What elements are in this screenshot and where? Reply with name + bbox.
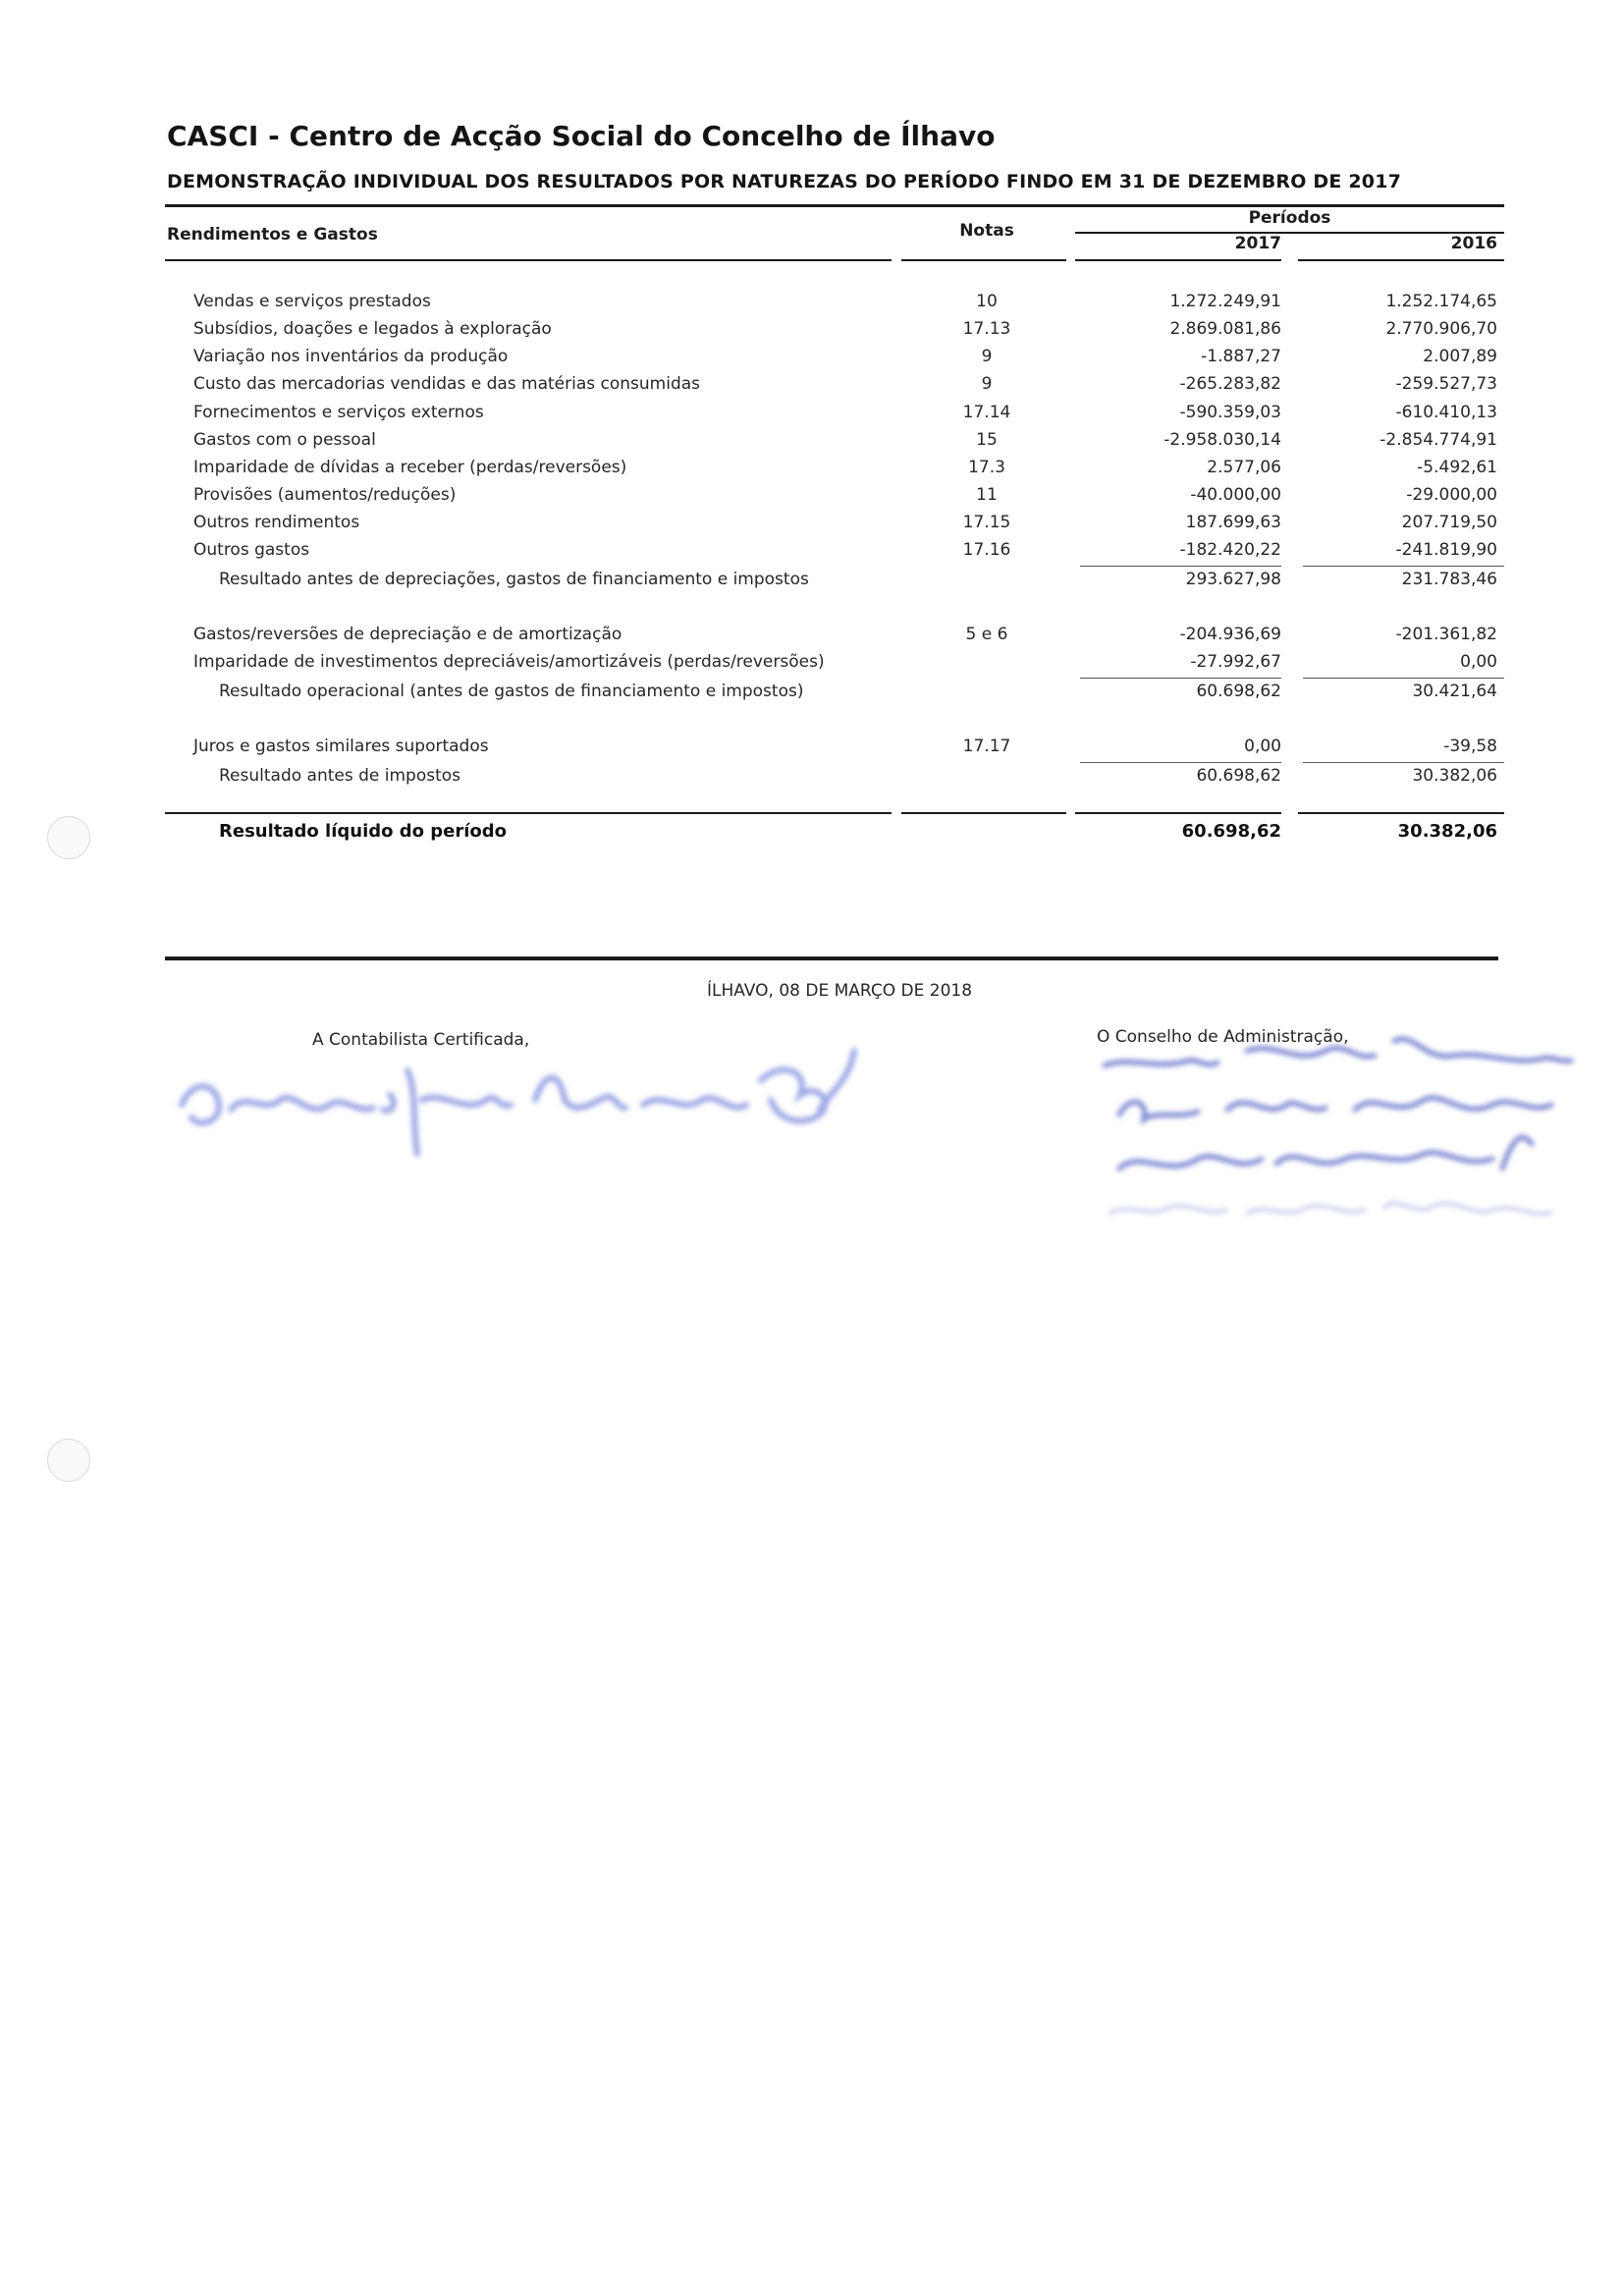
table-row: [0, 513, 1623, 540]
row-value-2017: -40.000,00: [1190, 485, 1281, 505]
subtotal-row: [0, 766, 1623, 793]
row-value-2017: -590.359,03: [1179, 403, 1281, 422]
total-row: [0, 821, 1623, 848]
header-top-rule: [165, 204, 1504, 207]
row-label: Provisões (aumentos/reduções): [193, 485, 457, 505]
table-row: [0, 485, 1623, 513]
col-periods-header: Períodos: [1248, 208, 1331, 228]
table-row: [0, 403, 1623, 430]
punch-hole-top: [47, 816, 90, 859]
row-value-2016: 30.382,06: [1412, 766, 1497, 786]
total-rule-2016: [1298, 812, 1504, 814]
row-label: Variação nos inventários da produção: [193, 347, 509, 366]
row-value-2017: 2.869.081,86: [1169, 319, 1281, 339]
place-date: ÍLHAVO, 08 DE MARÇO DE 2018: [707, 981, 973, 1001]
table-row: [0, 347, 1623, 374]
row-label: Outros gastos: [193, 540, 310, 560]
row-label: Imparidade de dívidas a receber (perdas/reversões): [193, 458, 627, 477]
row-note: 9: [981, 374, 993, 394]
board-signature: [1100, 1021, 1591, 1237]
row-value-2016: 231.783,46: [1401, 570, 1497, 589]
subtotal-row: [0, 570, 1623, 597]
table-row: [0, 319, 1623, 347]
punch-hole-bottom: [47, 1439, 90, 1482]
table-row: [0, 737, 1623, 764]
row-label: Gastos/reversões de depreciação e de amortização: [193, 625, 622, 644]
total-value-2016: 30.382,06: [1397, 821, 1497, 842]
row-value-2017: -204.936,69: [1179, 625, 1281, 644]
row-value-2016: -241.819,90: [1395, 540, 1497, 560]
document-title: DEMONSTRAÇÃO INDIVIDUAL DOS RESULTADOS POR NATUREZAS DO PERÍODO FINDO EM 31 DE DEZEMBRO DE 2017: [167, 171, 1402, 192]
row-note: 17.3: [968, 458, 1005, 477]
row-label: Imparidade de investimentos depreciáveis/amortizáveis (perdas/reversões): [193, 652, 825, 672]
col-notes-header: Notas: [959, 221, 1014, 241]
table-row: [0, 430, 1623, 458]
table-row: [0, 540, 1623, 568]
total-rule-label: [165, 812, 892, 814]
row-label: Resultado antes de depreciações, gastos de financiamento e impostos: [219, 570, 809, 589]
row-note: 15: [976, 430, 998, 450]
header-rule-notes: [901, 259, 1066, 261]
row-value-2016: -39,58: [1443, 737, 1497, 756]
row-value-2016: 1.252.174,65: [1385, 292, 1497, 311]
periods-rule: [1075, 232, 1504, 234]
header-rule-label: [165, 259, 892, 261]
row-label: Vendas e serviços prestados: [193, 292, 431, 311]
total-label: Resultado líquido do período: [219, 821, 508, 842]
row-note: 17.17: [962, 737, 1011, 756]
subtotal-rule-2017: [1080, 762, 1281, 763]
header-rule-2016: [1298, 259, 1504, 261]
organization-title: CASCI - Centro de Acção Social do Concelho de Ílhavo: [167, 120, 996, 152]
row-value-2016: 2.770.906,70: [1385, 319, 1497, 339]
table-row: [0, 652, 1623, 680]
row-value-2017: -2.958.030,14: [1163, 430, 1281, 450]
row-value-2016: -259.527,73: [1395, 374, 1497, 394]
total-rule-2017: [1075, 812, 1281, 814]
total-value-2017: 60.698,62: [1181, 821, 1281, 842]
row-note: 10: [976, 292, 998, 311]
subtotal-rule-2017: [1080, 566, 1281, 567]
header-rule-2017: [1075, 259, 1281, 261]
row-value-2016: 2.007,89: [1423, 347, 1497, 366]
year-current-header: 2017: [1234, 234, 1281, 253]
table-row: [0, 374, 1623, 402]
row-note: 17.13: [962, 319, 1011, 339]
row-note: 17.14: [962, 403, 1011, 422]
row-label: Subsídios, doações e legados à exploração: [193, 319, 552, 339]
table-row: [0, 292, 1623, 319]
row-value-2017: 0,00: [1244, 737, 1281, 756]
row-value-2017: -182.420,22: [1179, 540, 1281, 560]
year-previous-header: 2016: [1450, 234, 1497, 253]
row-value-2016: -5.492,61: [1417, 458, 1497, 477]
row-label: Resultado antes de impostos: [219, 766, 461, 786]
row-value-2017: -265.283,82: [1179, 374, 1281, 394]
subtotal-rule-2016: [1303, 678, 1504, 679]
row-value-2017: 1.272.249,91: [1169, 292, 1281, 311]
row-value-2016: -610.410,13: [1395, 403, 1497, 422]
row-note: 17.16: [962, 540, 1011, 560]
row-value-2017: 60.698,62: [1196, 682, 1281, 701]
row-label: Custo das mercadorias vendidas e das matérias consumidas: [193, 374, 701, 394]
subtotal-rule-2016: [1303, 566, 1504, 567]
row-value-2016: -201.361,82: [1395, 625, 1497, 644]
accountant-label: A Contabilista Certificada,: [312, 1030, 530, 1050]
row-label: Fornecimentos e serviços externos: [193, 403, 484, 422]
row-value-2016: 207.719,50: [1401, 513, 1497, 532]
footer-rule: [165, 957, 1498, 960]
row-value-2017: 293.627,98: [1185, 570, 1281, 589]
row-label: Outros rendimentos: [193, 513, 360, 532]
table-row: [0, 458, 1623, 485]
row-value-2017: 60.698,62: [1196, 766, 1281, 786]
row-value-2016: -2.854.774,91: [1380, 430, 1497, 450]
row-note: 9: [981, 347, 993, 366]
row-label: Resultado operacional (antes de gastos de financiamento e impostos): [219, 682, 804, 701]
accountant-signature: [172, 1021, 859, 1159]
total-rule-notes: [901, 812, 1066, 814]
row-note: 5 e 6: [965, 625, 1008, 644]
row-note: 11: [976, 485, 998, 505]
row-value-2017: -27.992,67: [1190, 652, 1281, 672]
col-label-header: Rendimentos e Gastos: [167, 225, 378, 245]
row-value-2016: 0,00: [1460, 652, 1497, 672]
subtotal-rule-2017: [1080, 678, 1281, 679]
board-label: O Conselho de Administração,: [1097, 1027, 1349, 1047]
row-label: Gastos com o pessoal: [193, 430, 376, 450]
row-value-2017: 187.699,63: [1185, 513, 1281, 532]
table-row: [0, 625, 1623, 652]
row-note: 17.15: [962, 513, 1011, 532]
subtotal-row: [0, 682, 1623, 709]
row-value-2017: -1.887,27: [1201, 347, 1281, 366]
subtotal-rule-2016: [1303, 762, 1504, 763]
row-value-2017: 2.577,06: [1207, 458, 1281, 477]
row-label: Juros e gastos similares suportados: [193, 737, 489, 756]
row-value-2016: 30.421,64: [1412, 682, 1497, 701]
row-value-2016: -29.000,00: [1406, 485, 1497, 505]
